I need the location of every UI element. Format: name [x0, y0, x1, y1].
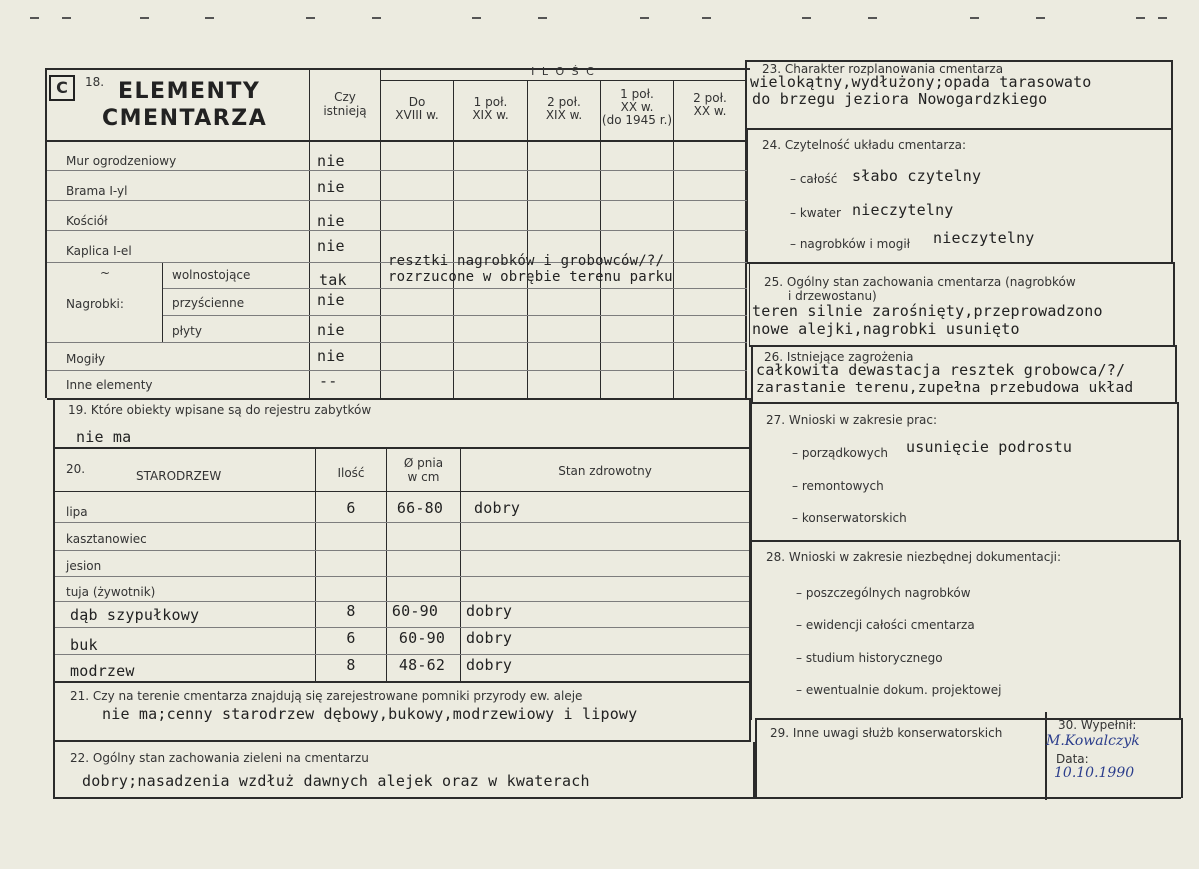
row-label-gate: Brama I-yl	[66, 184, 128, 198]
tree-row-health: dobry	[474, 499, 521, 517]
nagrobki-label: Nagrobki:	[66, 297, 124, 311]
q26-line-1: całkowita dewastacja resztek grobowca/?/	[756, 361, 1126, 379]
period-header-2: 1 poł. XIX w.	[472, 95, 509, 122]
tree-row-name: kasztanowiec	[66, 532, 147, 546]
q28-item: – poszczególnych nagrobków	[796, 586, 971, 600]
q24-item-value: nieczytelny	[852, 201, 954, 219]
row-label-slabs: płyty	[172, 324, 202, 338]
row-label-wall: Mur ogrodzeniowy	[66, 154, 177, 168]
card-letter: C	[56, 78, 68, 97]
tree-row-diameter: 66-80	[396, 499, 444, 517]
q27-item-label: – konserwatorskich	[792, 511, 907, 525]
trees-header-diameter: Ø pnia w cm	[403, 456, 444, 484]
tree-row-health: dobry	[466, 629, 513, 647]
tree-row-name: modrzew	[70, 662, 135, 680]
q24-item-value: słabo czytelny	[852, 167, 982, 185]
q25-label-line2: i drzewostanu)	[788, 289, 877, 303]
tree-row-health: dobry	[466, 602, 513, 620]
trees-header-count: Ilość	[337, 466, 365, 480]
q28-label: 28. Wnioski w zakresie niezbędnej dokumentacji:	[766, 550, 1062, 564]
q27-item-value: usunięcie podrostu	[906, 438, 1073, 456]
tree-row-diameter: 60-90	[398, 629, 446, 647]
row-exists-church: nie	[317, 212, 345, 230]
q19-label: 19. Które obiekty wpisane są do rejestru zabytków	[68, 403, 372, 417]
q30-label: 30. Wypełnił:	[1058, 718, 1137, 732]
q28-item: – ewidencji całości cmentarza	[796, 618, 975, 632]
q24-item-label: – nagrobków i mogił	[790, 237, 911, 251]
dash-mark: ~	[100, 266, 111, 280]
tree-row-name: lipa	[66, 505, 88, 519]
section-title-line1: ELEMENTY	[118, 79, 261, 104]
tree-row-count: 6	[346, 499, 356, 517]
q26-line-2: zarastanie terenu,zupełna przebudowa układ	[756, 379, 1134, 396]
period-header-4: 1 poł. XX w. (do 1945 r.)	[601, 87, 673, 127]
q22-answer: dobry;nasadzenia wzdłuż dawnych alejek oraz w kwaterach	[82, 772, 590, 790]
q20-number: 20.	[66, 462, 86, 476]
remark-line-2: rozrzucone w obrębie terenu parku	[388, 269, 673, 285]
row-label-other: Inne elementy	[66, 378, 153, 392]
row-exists-other: --	[319, 372, 338, 390]
tree-row-name: jesion	[66, 559, 102, 573]
tree-row-count: 6	[346, 629, 356, 647]
q24-item-label: – całość	[790, 172, 838, 186]
row-label-chapel: Kaplica I-el	[66, 244, 132, 258]
tree-row-count: 8	[346, 656, 356, 674]
row-label-church: Kościół	[66, 214, 108, 228]
row-label-graves: Mogiły	[66, 352, 106, 366]
q24-item-value: nieczytelny	[933, 229, 1035, 247]
row-exists-wall: nie	[317, 152, 345, 170]
period-header-5: 2 poł. XX w.	[693, 91, 727, 118]
period-header-1: Do XVIII w.	[395, 95, 439, 122]
tree-row-health: dobry	[466, 656, 513, 674]
q30-date-label: Data:	[1056, 752, 1089, 766]
remark-line-1: resztki nagrobków i grobowców/?/	[388, 253, 665, 269]
card-letter-box	[49, 75, 75, 101]
tree-row-name: buk	[70, 636, 98, 654]
row-exists-wallmounted: nie	[317, 291, 345, 309]
q25-line-1: teren silnie zarośnięty,przeprowadzono	[752, 302, 1103, 320]
section-title-line2: CMENTARZA	[102, 106, 268, 131]
trees-header-health: Stan zdrowotny	[558, 464, 652, 478]
q21-answer: nie ma;cenny starodrzew dębowy,bukowy,modrzewiowy i lipowy	[102, 705, 638, 723]
tree-row-diameter: 48-62	[398, 656, 446, 674]
q22-label: 22. Ogólny stan zachowania zieleni na cmentarzu	[70, 751, 369, 765]
q30-date-value: 10.10.1990	[1054, 765, 1135, 781]
q27-label: 27. Wnioski w zakresie prac:	[766, 413, 938, 427]
period-header-3: 2 poł. XIX w.	[545, 95, 583, 122]
q25-label-line1: 25. Ogólny stan zachowania cmentarza (nagrobków	[764, 275, 1076, 289]
tree-row-name: dąb szypułkowy	[70, 606, 200, 624]
q26-label: 26. Istniejące zagrożenia	[764, 350, 914, 364]
column-exists-header: Czy istnieją	[323, 90, 367, 118]
section-18-number: 18.	[85, 75, 105, 89]
row-label-freestanding: wolnostojące	[172, 268, 251, 282]
q21-label: 21. Czy na terenie cmentarza znajdują się zarejestrowane pomniki przyrody ew. aleje	[70, 689, 583, 703]
quantity-header: I L O Ś C	[531, 65, 596, 78]
q23-line-1: wielokątny,wydłużony;opada tarasowato	[750, 73, 1092, 91]
q27-item-label: – remontowych	[792, 479, 884, 493]
q19-answer: nie ma	[76, 428, 132, 446]
tree-row-name: tuja (żywotnik)	[66, 585, 156, 599]
q28-item: – studium historycznego	[796, 651, 943, 665]
q29-label: 29. Inne uwagi służb konserwatorskich	[770, 726, 1003, 740]
row-exists-gate: nie	[317, 178, 345, 196]
tree-row-diameter: 60-90	[391, 602, 439, 620]
q24-label: 24. Czytelność układu cmentarza:	[762, 138, 967, 152]
row-exists-slabs: nie	[317, 321, 345, 339]
q23-line-2: do brzegu jeziora Nowogardzkiego	[752, 90, 1048, 108]
trees-header-name: STARODRZEW	[136, 469, 222, 483]
q30-name-signature: M.Kowalczyk	[1046, 733, 1140, 749]
tree-row-count: 8	[346, 602, 356, 620]
q27-item-label: – porządkowych	[792, 446, 888, 460]
q23-label: 23. Charakter rozplanowania cmentarza	[762, 62, 1004, 76]
row-exists-graves: nie	[317, 347, 345, 365]
row-exists-freestanding: tak	[319, 271, 347, 289]
q25-line-2: nowe alejki,nagrobki usunięto	[752, 320, 1020, 338]
q28-item: – ewentualnie dokum. projektowej	[796, 683, 1002, 697]
row-exists-chapel: nie	[317, 237, 345, 255]
row-label-wallmounted: przyścienne	[172, 296, 245, 310]
q24-item-label: – kwater	[790, 206, 841, 220]
